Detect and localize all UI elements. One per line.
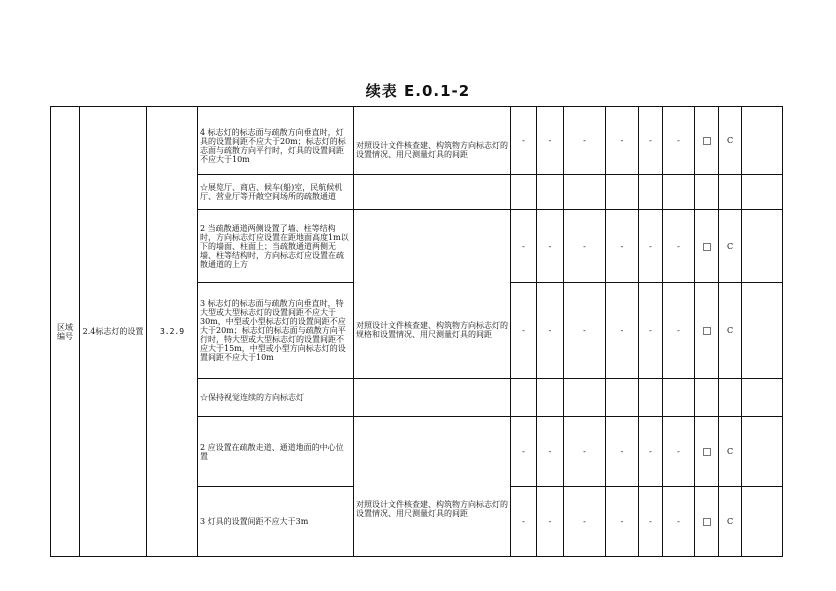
- area-code-cell: [51, 107, 80, 557]
- result-cell: -: [537, 210, 564, 283]
- clause-cell: [147, 107, 198, 557]
- empty-cell: [663, 175, 695, 210]
- requirement-cell: 2 应设置在疏散走道、通道地面的中心位置: [198, 417, 354, 487]
- remark-cell: [742, 283, 783, 379]
- section-heading: ☆展览厅、商店、候车(船)室，民航候机厅、营业厅等开敞空间场所的疏散通道: [198, 175, 354, 210]
- method-cell: 对照设计文件核查建、构筑物方向标志灯的设置情况、用尺测量灯具的间距: [354, 107, 511, 175]
- checkbox[interactable]: [703, 243, 711, 251]
- empty-cell: [511, 175, 537, 210]
- empty-cell: [606, 379, 639, 417]
- method-cell: 对照设计文件核查建、构筑物方向标志灯的设置情况、用尺测量灯具的间距: [354, 417, 511, 557]
- clause-number: 3.2.9: [159, 327, 185, 336]
- requirement-cell: 3 标志灯的标志面与疏散方向垂直时，特大型或大型标志灯的设置间距不应大于30m，中型或小型标志灯的设置间距不应大于20m；标志灯的标志面与疏散方向平行时，特大型或大型标志灯的设置间距不应大于15m，中型或小型方向标志灯的设置间距不应大于10m: [198, 283, 354, 379]
- remark-cell: [742, 417, 783, 487]
- remark-cell: [742, 487, 783, 557]
- checkbox[interactable]: [703, 327, 711, 335]
- checkbox-cell: [695, 107, 719, 175]
- result-cell: -: [606, 107, 639, 175]
- empty-cell: [719, 175, 742, 210]
- empty-cell: [564, 379, 606, 417]
- checkbox-cell: [695, 487, 719, 557]
- table-row: [51, 107, 783, 175]
- result-cell: -: [564, 417, 606, 487]
- method-cell: 对照设计文件核查建、构筑物方向标志灯的规格和设置情况、用尺测量灯具的间距: [354, 210, 511, 379]
- empty-cell: [639, 379, 663, 417]
- empty-cell: [742, 379, 783, 417]
- result-cell: -: [511, 210, 537, 283]
- checkbox[interactable]: [703, 137, 711, 145]
- class-cell: C: [719, 487, 742, 557]
- result-cell: -: [537, 417, 564, 487]
- result-cell: -: [639, 107, 663, 175]
- result-cell: -: [564, 283, 606, 379]
- result-cell: -: [537, 107, 564, 175]
- result-cell: -: [564, 210, 606, 283]
- result-cell: -: [537, 283, 564, 379]
- requirement-cell: 2 当疏散通道两侧设置了墙、柱等结构时，方向标志灯应设置在距地面高度1m以下的墙面、柱面上；当疏散通道两侧无墙、柱等结构时，方向标志灯应设置在疏散通道的上方: [198, 210, 354, 283]
- result-cell: -: [606, 417, 639, 487]
- result-cell: -: [639, 210, 663, 283]
- result-cell: -: [537, 487, 564, 557]
- empty-cell: [695, 175, 719, 210]
- remark-cell: [742, 210, 783, 283]
- empty-cell: [354, 175, 511, 210]
- class-cell: C: [719, 210, 742, 283]
- section-heading: ☆保持视觉连续的方向标志灯: [198, 379, 354, 417]
- result-cell: -: [663, 417, 695, 487]
- result-cell: -: [606, 487, 639, 557]
- result-cell: -: [639, 487, 663, 557]
- checkbox-cell: [695, 210, 719, 283]
- result-cell: -: [606, 283, 639, 379]
- result-cell: -: [606, 210, 639, 283]
- result-cell: -: [639, 283, 663, 379]
- result-cell: -: [663, 107, 695, 175]
- page-title: 续表 E.0.1-2: [365, 82, 471, 100]
- class-cell: C: [719, 283, 742, 379]
- result-cell: -: [511, 417, 537, 487]
- checkbox[interactable]: [703, 518, 711, 526]
- checkbox-cell: [695, 283, 719, 379]
- result-cell: -: [511, 283, 537, 379]
- empty-cell: [537, 379, 564, 417]
- result-cell: -: [663, 283, 695, 379]
- empty-cell: [511, 379, 537, 417]
- class-cell: C: [719, 107, 742, 175]
- remark-cell: [742, 107, 783, 175]
- empty-cell: [695, 379, 719, 417]
- result-cell: -: [639, 417, 663, 487]
- result-cell: -: [564, 107, 606, 175]
- result-cell: -: [663, 487, 695, 557]
- inspection-table: [50, 106, 783, 557]
- item-name: 2.4标志灯的设置: [82, 327, 144, 336]
- empty-cell: [719, 379, 742, 417]
- empty-cell: [742, 175, 783, 210]
- checkbox[interactable]: [703, 448, 711, 456]
- empty-cell: [354, 379, 511, 417]
- result-cell: -: [511, 487, 537, 557]
- item-name-cell: [80, 107, 147, 557]
- checkbox-cell: [695, 417, 719, 487]
- result-cell: -: [564, 487, 606, 557]
- area-code-label: 区域 编号: [57, 322, 73, 341]
- empty-cell: [606, 175, 639, 210]
- empty-cell: [663, 379, 695, 417]
- empty-cell: [564, 175, 606, 210]
- requirement-cell: 4 标志灯的标志面与疏散方向垂直时，灯具的设置间距不应大于20m；标志灯的标志面与疏散方向平行时，灯具的设置间距不应大于10m: [198, 107, 354, 175]
- result-cell: -: [511, 107, 537, 175]
- class-cell: C: [719, 417, 742, 487]
- result-cell: -: [663, 210, 695, 283]
- empty-cell: [537, 175, 564, 210]
- requirement-cell: 3 灯具的设置间距不应大于3m: [198, 487, 354, 557]
- empty-cell: [639, 175, 663, 210]
